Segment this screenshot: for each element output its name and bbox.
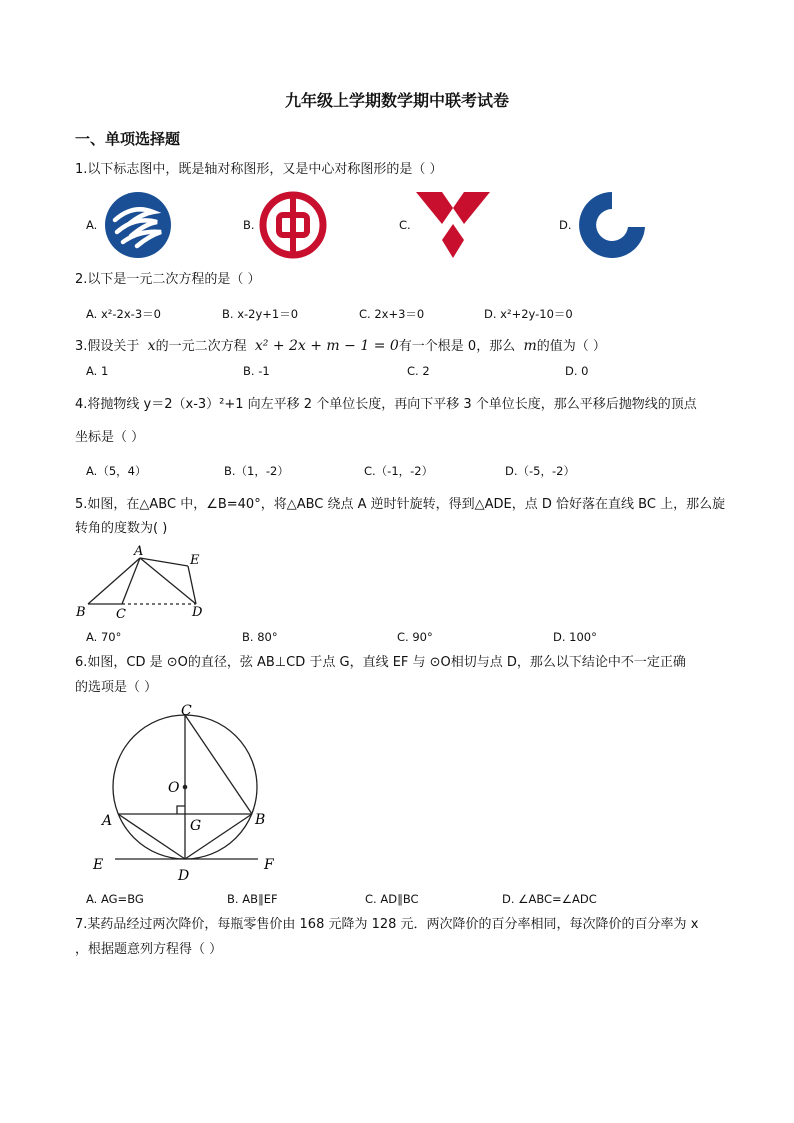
label-e: E xyxy=(93,857,104,873)
question-6-line-2: 的选项是（ ） xyxy=(75,680,158,695)
q6-option-a: A. AG=BG xyxy=(86,892,144,906)
q3-mid: 的一元二次方程 xyxy=(155,339,247,354)
label-b: B xyxy=(76,605,86,620)
q1-option-c-label: C. xyxy=(399,218,411,232)
ccb-logo-icon xyxy=(578,190,646,260)
label-a: A xyxy=(134,544,144,559)
q6-option-d: D. ∠ABC=∠ADC xyxy=(502,892,597,906)
label-a: A xyxy=(102,813,113,829)
label-o: O xyxy=(168,780,180,796)
label-e: E xyxy=(190,553,200,568)
label-g: G xyxy=(190,818,202,834)
question-7-line-2: ，根据题意列方程得（ ） xyxy=(75,942,223,957)
label-c: C xyxy=(116,607,126,622)
q2-option-d: D. x²+2y-10＝0 xyxy=(484,307,573,321)
q1-option-d-label: D. xyxy=(559,218,572,232)
question-4-line-2: 坐标是（ ） xyxy=(75,430,145,445)
question-7-line-1: 7.某药品经过两次降价，每瓶零售价由 168 元降为 128 元．两次降价的百分率相同，每次降价的百分率为 x xyxy=(75,917,699,932)
q3-var-m: m xyxy=(523,338,537,354)
question-5-line-2: 转角的度数为( ) xyxy=(75,521,168,536)
q3-end: 的值为（ ） xyxy=(536,339,606,354)
question-3-text xyxy=(75,336,606,357)
circle-tangent-figure xyxy=(88,700,288,885)
question-1-text: 1.以下标志图中，既是轴对称图形，又是中心对称图形的是（ ） xyxy=(75,162,443,177)
q3-equation: x² + 2x + m − 1 = 0 xyxy=(254,338,399,354)
q4-option-c: C.（-1，-2） xyxy=(364,464,434,478)
label-f: F xyxy=(264,857,274,873)
q2-option-c: C. 2x+3＝0 xyxy=(359,307,425,321)
china-mobile-logo-icon xyxy=(103,190,173,260)
q2-option-b: B. x-2y+1＝0 xyxy=(222,307,299,321)
q3-var-x: x xyxy=(147,338,156,354)
q2-option-a: A. x²-2x-3＝0 xyxy=(86,307,161,321)
q4-option-d: D.（-5，-2） xyxy=(505,464,575,478)
triangle-rotation-figure xyxy=(72,542,212,622)
q5-option-c: C. 90° xyxy=(397,630,433,644)
q1-option-b-label: B. xyxy=(243,218,255,232)
q3-post: 有一个根是 0，那么 xyxy=(398,339,516,354)
page-title: 九年级上学期数学期中联考试卷 xyxy=(284,91,509,110)
q3-pre: 3.假设关于 xyxy=(75,339,140,354)
q3-option-b: B. -1 xyxy=(243,364,270,378)
q6-option-c: C. AD∥BC xyxy=(365,892,419,906)
label-d: D xyxy=(178,868,190,884)
label-d: D xyxy=(192,605,203,620)
q4-option-a: A.（5，4） xyxy=(86,464,147,478)
question-5-line-1: 5.如图，在△ABC 中，∠B=40°，将△ABC 绕点 A 逆时针旋转，得到△ADE，点 D 恰好落在直线 BC 上，那么旋 xyxy=(75,497,726,512)
q3-option-d: D. 0 xyxy=(565,364,589,378)
q5-option-a: A. 70° xyxy=(86,630,122,644)
q4-option-b: B.（1，-2） xyxy=(224,464,289,478)
label-c: C xyxy=(181,703,192,719)
question-2-text: 2.以下是一元二次方程的是（ ） xyxy=(75,272,261,287)
question-4-line-1: 4.将抛物线 y＝2（x-3）²+1 向左平移 2 个单位长度，再向下平移 3 个单位长度，那么平移后抛物线的顶点 xyxy=(75,397,697,412)
q3-option-c: C. 2 xyxy=(407,364,430,378)
q1-option-a-label: A. xyxy=(86,218,98,232)
question-6-line-1: 6.如图，CD 是 ⊙O的直径，弦 AB⊥CD 于点 G，直线 EF 与 ⊙O相切与点 D，那么以下结论中不一定正确 xyxy=(75,655,686,670)
bank-of-china-logo-icon xyxy=(258,190,328,260)
label-b: B xyxy=(255,812,266,828)
mitsubishi-logo-icon xyxy=(416,190,490,260)
q5-option-d: D. 100° xyxy=(553,630,597,644)
q3-option-a: A. 1 xyxy=(86,364,109,378)
section-heading: 一、单项选择题 xyxy=(75,130,181,148)
q6-option-b: B. AB∥EF xyxy=(227,892,278,906)
q5-option-b: B. 80° xyxy=(242,630,278,644)
